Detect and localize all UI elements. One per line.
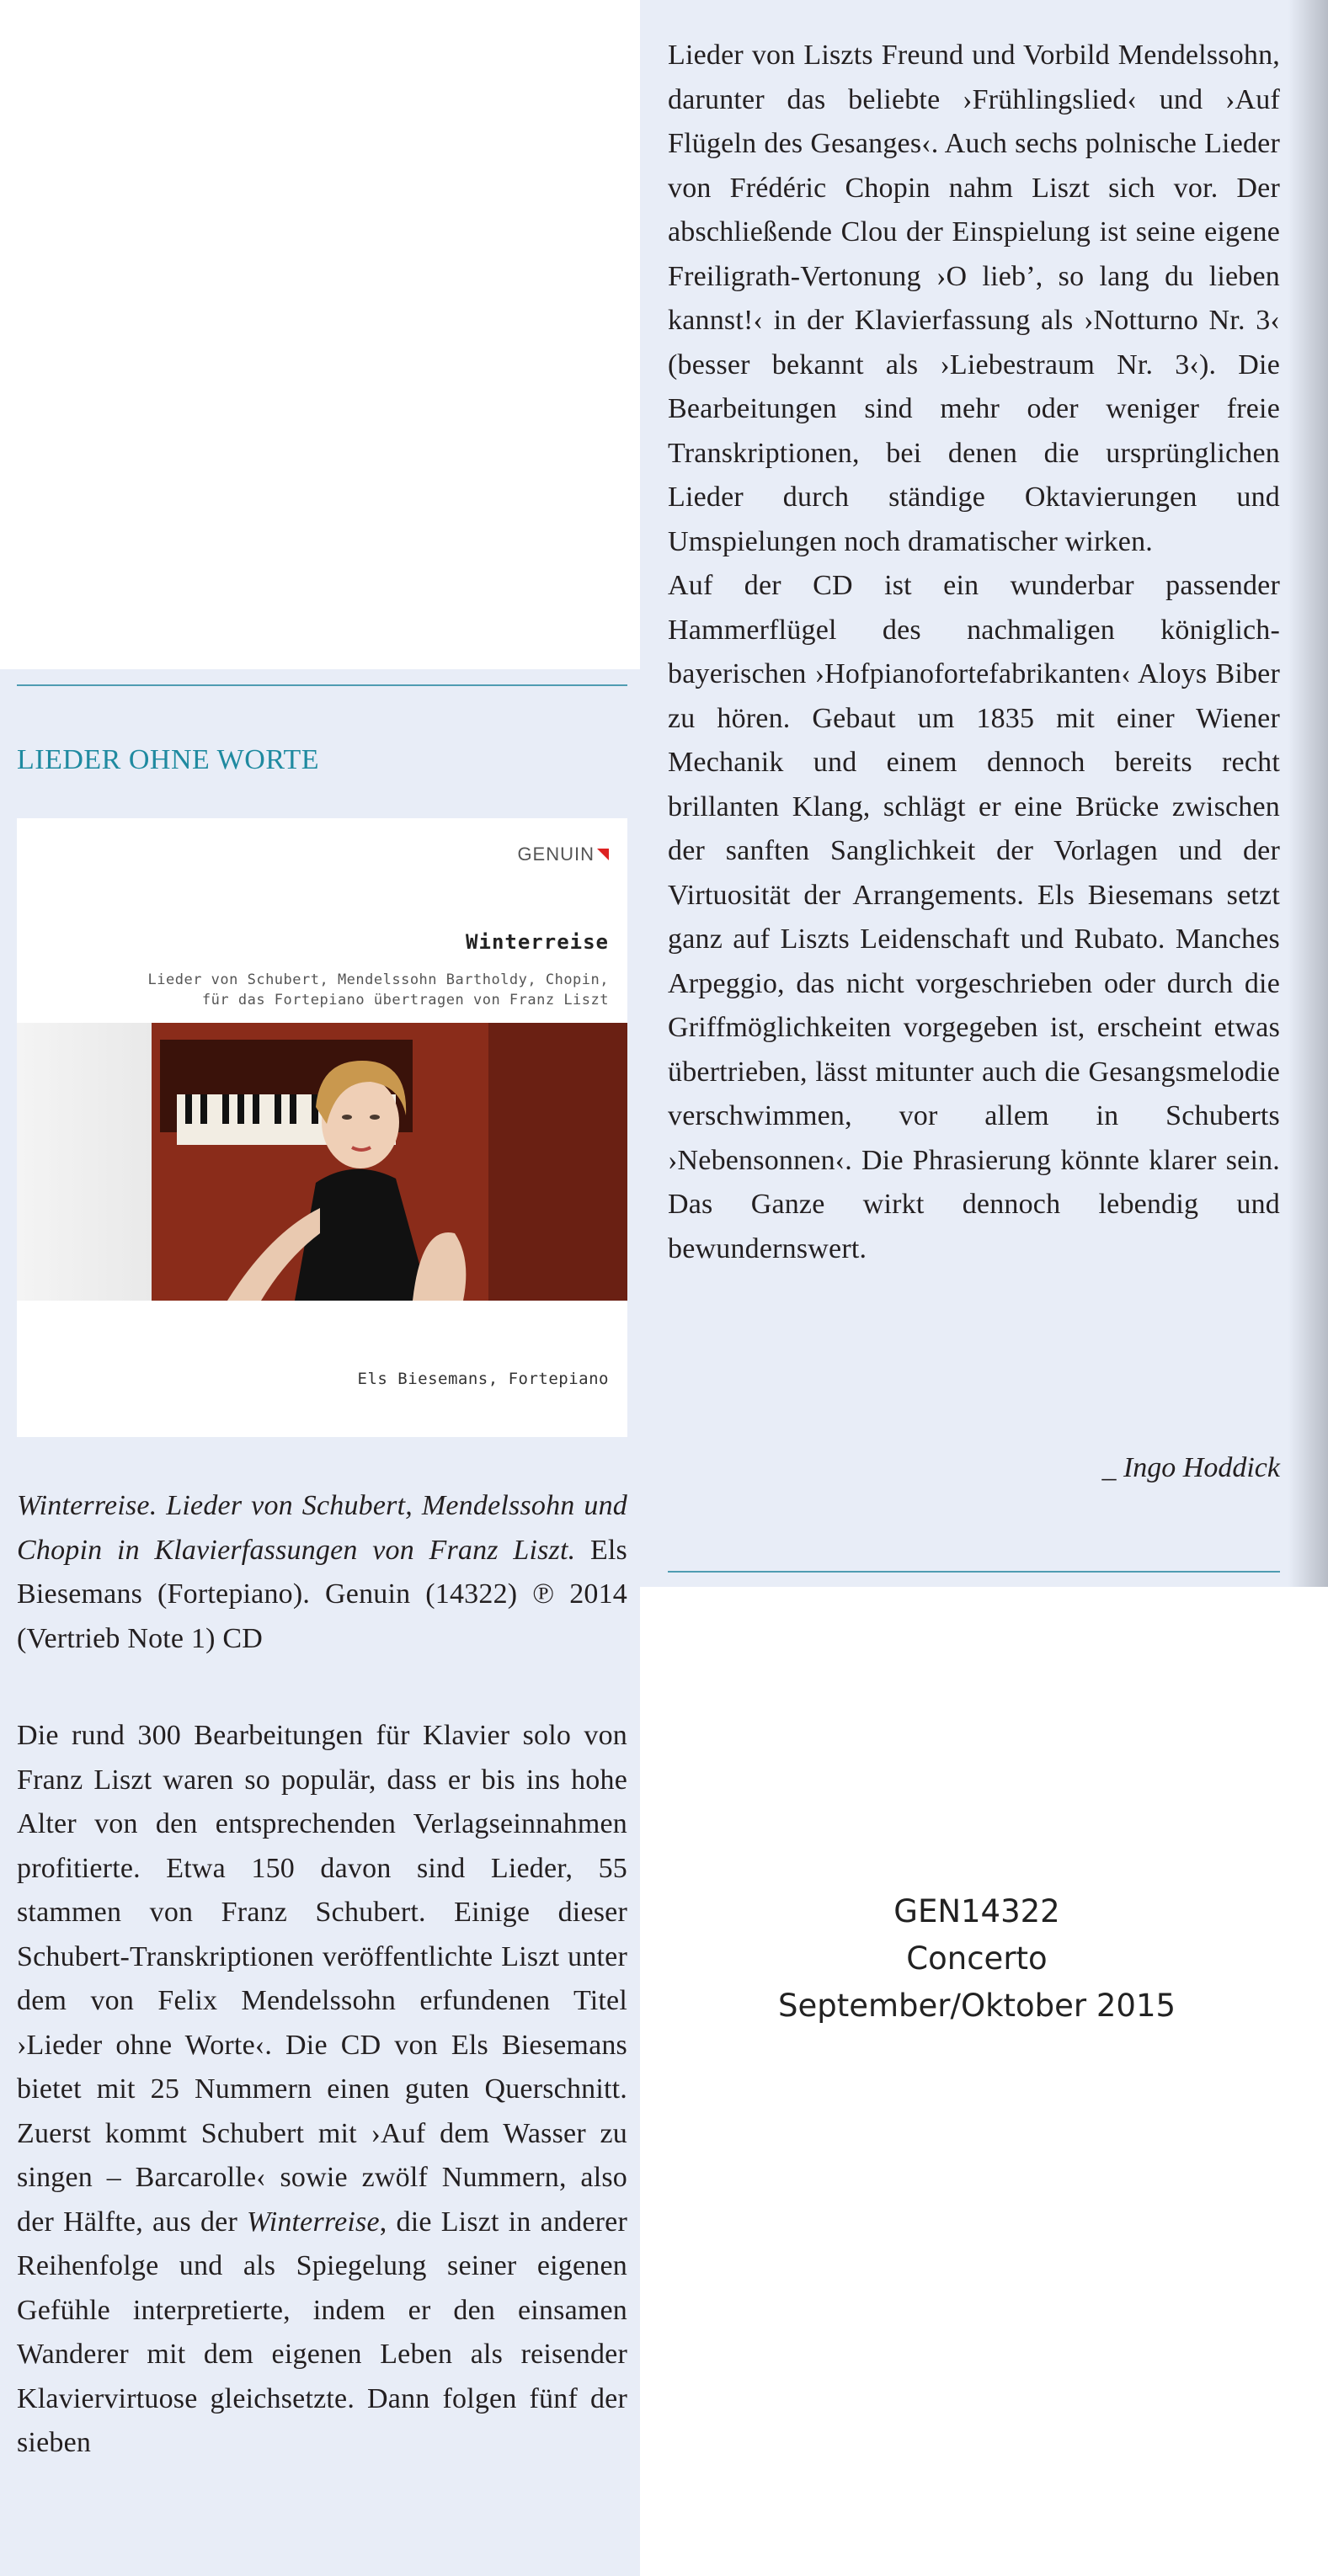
label-logo: GENUIN: [517, 844, 609, 865]
divider-rule: [668, 1571, 1280, 1573]
cd-subtitle: Lieder von Schubert, Mendelssohn Bartholdy, Chopin, für das Fortepiano übertragen von Franz Liszt: [147, 971, 609, 1009]
credits-details: Els Biesemans (Fortepiano). Genuin (14322) ℗ 2014 (Vertrieb Note 1) CD: [17, 1534, 627, 1654]
cd-title: Winterreise: [466, 930, 609, 954]
review-body-left: [17, 1714, 627, 2466]
issue-date: September/Oktober 2015: [777, 1988, 1176, 2024]
source-reference: [758, 1888, 1196, 2030]
pianist-photo: [17, 1023, 627, 1301]
author-signature: _ Ingo Hoddick: [1101, 1452, 1280, 1483]
catalog-number: GEN14322: [893, 1893, 1060, 1929]
cd-cover-image: [17, 818, 627, 1437]
credits-title: Winterreise. Lieder von Schubert, Mendelssohn und Chopin in Klavierfassungen von Franz Liszt.: [17, 1490, 627, 1566]
continued-column: [668, 34, 1280, 1271]
scan-edge-shadow: [1288, 0, 1328, 1587]
cd-credits: [17, 1484, 627, 1661]
cd-performer-caption: Els Biesemans, Fortepiano: [357, 1370, 609, 1388]
divider-rule: [17, 684, 627, 686]
blank-area: [0, 0, 640, 669]
paragraph-1: Die rund 300 Bearbeitungen für Klavier solo von Franz Liszt waren so populär, dass er bis ins hohe Alter von den entsprechenden Verlagseinnahmen profitierte. Etwa 150 davon sind Lieder, 55 stammen von Franz Schubert. Einige dieser Schubert-Transkriptionen veröffentlichte Liszt unter dem von Felix Mendelssohn erfundenen Titel ›Lieder ohne Worte‹. Die CD von Els Biesemans bietet mit 25 Nummern einen guten Querschnitt. Zuerst kommt Schubert mit ›Auf dem Wasser zu singen – Barcarolle‹ sowie zwölf Nummern, also der Hälfte, aus der Winterreise, die Liszt in anderer Reihenfolge und als Spiegelung seiner eigenen Gefühle interpretierte, indem er den einsamen Wanderer mit dem eigenen Leben als reisender Klaviervirtuose gleichsetzte. Dann folgen fünf der sieben: [17, 1720, 627, 2458]
blank-area: [640, 1587, 1328, 2576]
magazine-name: Concerto: [906, 1940, 1048, 1977]
paragraph-continued: Lieder von Liszts Freund und Vorbild Mendelssohn, darunter das beliebte ›Frühlingslied‹ und ›Auf Flügeln des Gesanges‹. Auch sechs polnische Lieder von Frédéric Chopin nahm Liszt sich vor. Der abschließende Clou der Einspielung ist seine eigene Freiligrath-Vertonung ›O lieb’, so lang du lieben kannst!‹ in der Klavierfassung als ›Notturno Nr. 3‹ (besser bekannt als ›Liebestraum Nr. 3‹). Die Bearbeitungen sind mehr oder weniger freie Transkriptionen, bei denen die ursprünglichen Lieder durch ständige Oktavierungen und Umspielungen noch dramatischer wirken.: [668, 40, 1280, 557]
review-heading: LIEDER OHNE WORTE: [17, 744, 319, 775]
paragraph-2: Auf der CD ist ein wunderbar passender Hammerflügel des nachmaligen königlich-bayerischen ›Hofpianofortefabrikanten‹ Aloys Biber zu hören. Gebaut um 1835 mit einer Wiener Mechanik und einem dennoch bereits recht brillanten Klang, schlägt er eine Brücke zwischen der sanften Sanglichkeit der Vorlagen und der Virtuosität der Arrangements. Els Biesemans setzt ganz auf Liszts Leidenschaft und Rubato. Manches Arpeggio, das nicht vorgeschrieben oder durch die Griffmöglichkeiten vorgegeben ist, erscheint etwas übertrieben, lässt mitunter auch die Gesangsmelodie verschwimmen, vor allem in Schuberts ›Nebensonnen‹. Die Phrasierung könnte klarer sein. Das Ganze wirkt dennoch lebendig und bewundernswert.: [668, 570, 1280, 1264]
